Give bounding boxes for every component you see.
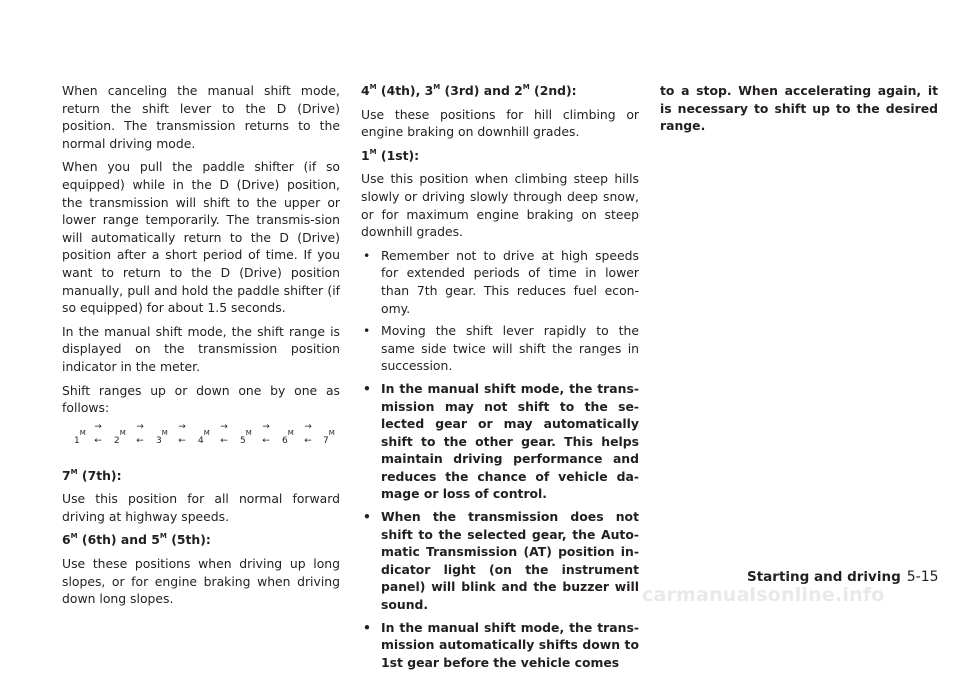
gear-sequence-diagram: [62, 423, 340, 461]
shift-arrows: [259, 423, 273, 446]
gear-label: $6^M$: [282, 428, 294, 446]
shift-arrows: [133, 423, 147, 446]
arrow-right-icon: →: [94, 421, 102, 432]
gear-label: $5^M$: [240, 428, 252, 446]
paragraph-continuation: to a stop. When accelerating again, it is necessary to shift up to the desired range.: [660, 83, 938, 134]
bullet-dot-icon: •: [363, 509, 371, 525]
section-title: Starting and driving: [747, 569, 901, 585]
heading-4th-3rd-2nd-gear: $4^M$ (4th), $3^M$ (3rd) and $2^M$ (2nd):: [361, 82, 577, 98]
paragraph-shift-range-display: In the manual shift mode, the shift range is displayed on the transmission position indicator in the meter.: [62, 323, 340, 374]
watermark: carmanualsonline.info: [642, 584, 885, 606]
arrow-left-icon: ←: [262, 435, 270, 446]
column-right: [660, 82, 938, 141]
shift-arrows: [175, 423, 189, 446]
bullet-item-caution: • In the manual shift mode, the trans-mission may not shift to the se-lected gear or may automatically shift to the other gear. This helps maintain driving performance and reduces the chance of vehicle da-mage or loss of control.: [363, 380, 639, 502]
arrow-left-icon: ←: [94, 435, 102, 446]
shift-arrows: [91, 423, 105, 446]
arrow-left-icon: ←: [136, 435, 144, 446]
bullet-dot-icon: •: [363, 380, 371, 396]
paragraph-7th-gear: Use this position for all normal forward driving at highway speeds.: [62, 491, 340, 524]
arrow-right-icon: →: [220, 421, 228, 432]
paragraph-4th-3rd-2nd-gear: Use these positions for hill climbing or engine braking on downhill grades.: [361, 106, 639, 140]
paragraph-cancel-manual: When canceling the manual shift mode, return the shift lever to the D (Drive) position. The transmission returns to the normal driving mode.: [62, 83, 340, 151]
gear-label: $2^M$: [114, 428, 126, 446]
paragraph-1st-gear: Use this position when climbing steep hills slowly or driving slowly through deep snow, or for maximum engine braking on steep downhill grades.: [361, 171, 639, 240]
shift-arrows: [217, 423, 231, 446]
arrow-left-icon: ←: [178, 435, 186, 446]
arrow-right-icon: →: [304, 421, 312, 432]
arrow-left-icon: ←: [220, 435, 228, 446]
paragraph-shift-ranges: Shift ranges up or down one by one as follows:: [62, 382, 340, 416]
gear-label: $1^M$: [74, 428, 86, 446]
arrow-right-icon: →: [262, 421, 270, 432]
gear-label: $4^M$: [198, 428, 210, 446]
shift-arrows: [301, 423, 315, 446]
heading-7th-gear: $7^M$ (7th):: [62, 467, 122, 483]
paragraph-6th-5th-gear: Use these positions when driving up long slopes, or for engine braking when driving down long slopes.: [62, 556, 340, 607]
bullet-item-caution: • When the transmission does not shift to the selected gear, the Auto-matic Transmission (AT) position in-dicator light (on the instrument panel) will blink and the buzzer will sound.: [363, 509, 639, 613]
bullet-dot-icon: •: [363, 619, 371, 635]
column-left: [62, 82, 340, 614]
heading-6th-5th-gear: $6^M$ (6th) and $5^M$ (5th):: [62, 532, 211, 548]
heading-1st-gear: $1^M$ (1st):: [361, 147, 420, 163]
page-footer: [747, 569, 939, 585]
bullet-item-caution: • In the manual shift mode, the trans-mission automatically shifts down to 1st gear before the vehicle comes: [363, 619, 639, 670]
paragraph-paddle-shifter: When you pull the paddle shifter (if so equipped) while in the D (Drive) position, the transmission will shift to the upper or lower range temporarily. The transmis-sion will automatically return to the D (Drive) position after a short period of time. If you want to return to the D (Drive) position manually, pull and hold the paddle shifter (if so equipped) for about 1.5 seconds.: [62, 159, 340, 316]
bullet-item: • Remember not to drive at high speeds for extended periods of time in lower than 7th gear. This reduces fuel econ-omy.: [363, 247, 639, 316]
arrow-right-icon: →: [178, 421, 186, 432]
page-number: 5-15: [906, 569, 939, 585]
bullet-item: • Moving the shift lever rapidly to the same side twice will shift the ranges in succession.: [363, 323, 639, 374]
bullet-dot-icon: •: [363, 323, 371, 339]
arrow-left-icon: ←: [304, 435, 312, 446]
bullet-dot-icon: •: [363, 247, 371, 263]
arrow-right-icon: →: [136, 421, 144, 432]
column-middle: [361, 82, 639, 676]
gear-label: $3^M$: [156, 428, 168, 446]
gear-label: $7^M$: [323, 428, 335, 446]
